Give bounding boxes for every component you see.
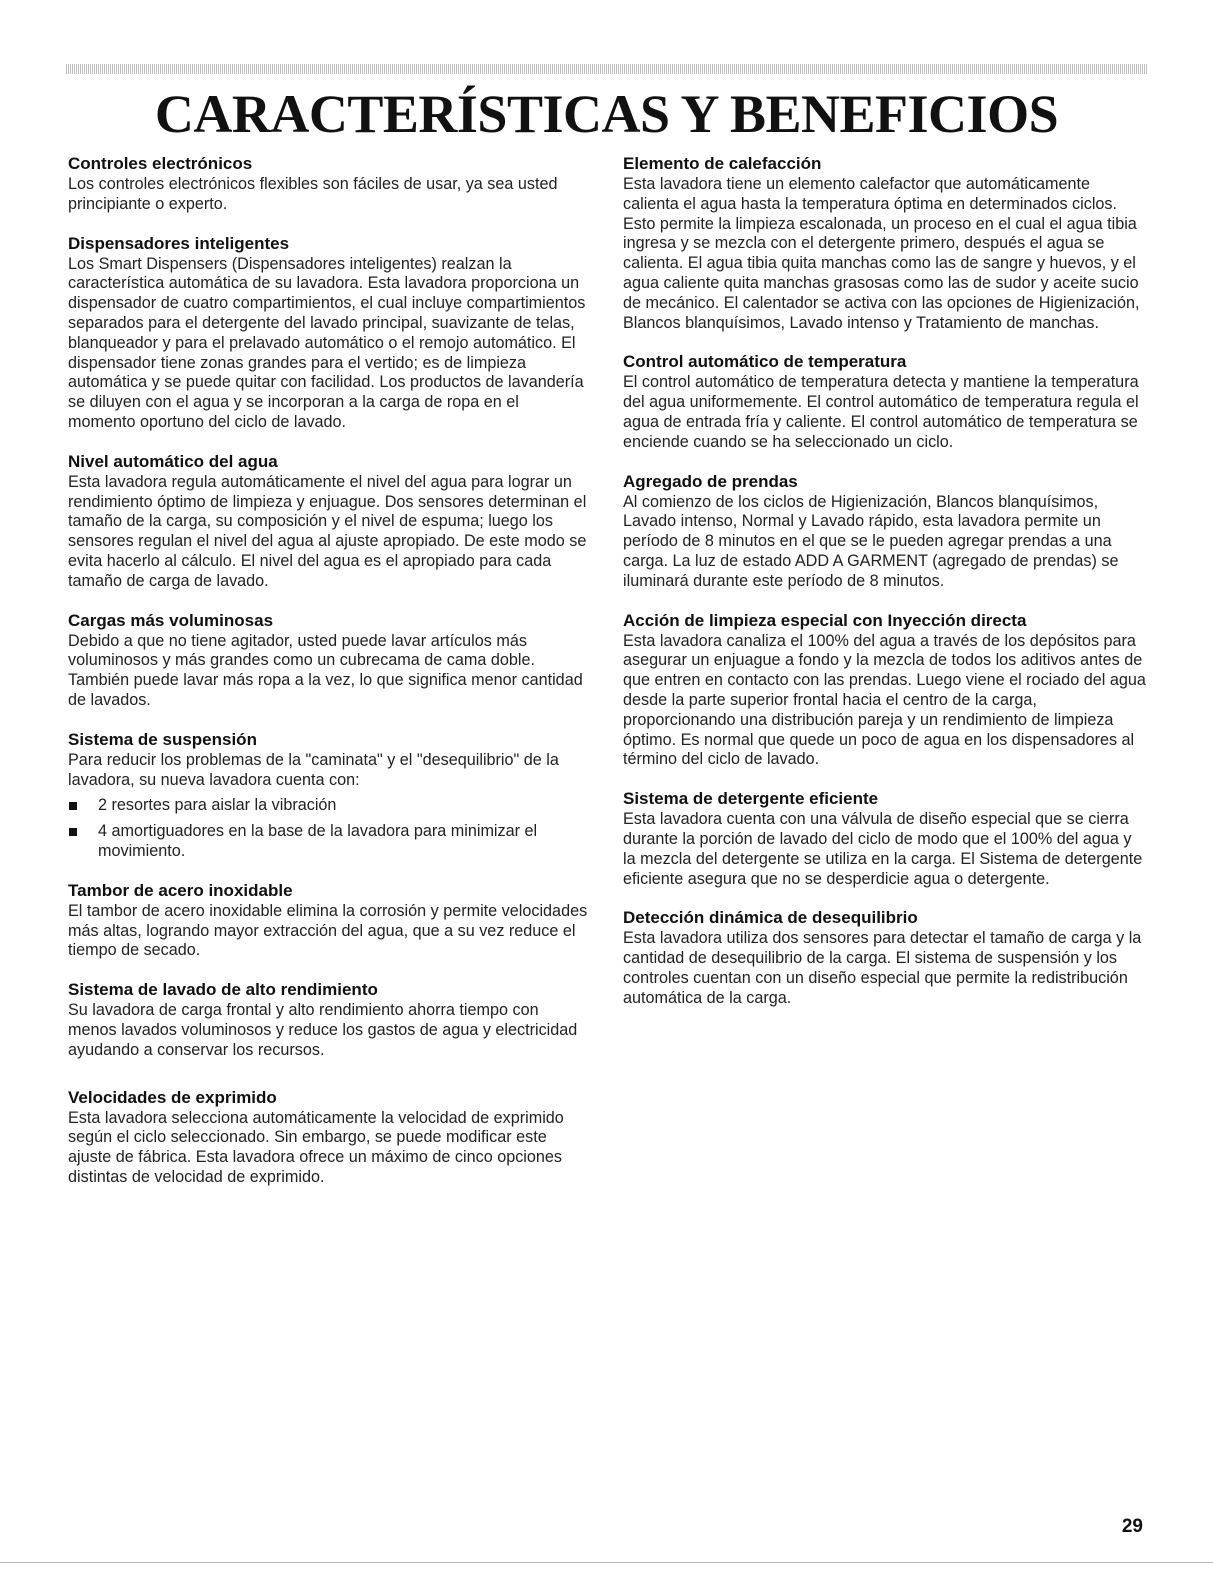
page-number: 29 (1121, 1516, 1143, 1537)
section-body: Para reducir los problemas de la "caminata" y el "desequilibrio" de la lavadora, su nueva lavadora cuenta con: (68, 750, 559, 789)
section-body: Esta lavadora regula automáticamente el nivel del agua para lograr un rendimiento óptimo de limpieza y enjuague. Dos sensores determinan el tamaño de la carga, su composición y el nivel de espuma; luego los sensores regulan el nivel del agua al ajuste apropiado. De este modo se evita hacerlo al cálculo. El nivel del agua es el apropiado para cada tamaño de carga de lavado. (68, 472, 587, 590)
section-body: Esta lavadora tiene un elemento calefactor que automáticamente calienta el agua hasta la temperatura óptima en determinados ciclos. Esto permite la limpieza escalonada, un proceso en el cual el agua tibia ingresa y se mezcla con el detergente primero, después el agua se calienta. El agua tibia quita manchas como las de sangre y huevos, y el agua caliente quita manchas grasosas como las de sudor y aceite sucio de mecánico. El calentador se activa con las opciones de Higienización, Blancos blanquísimos, Lavado intenso y Tratamiento de manchas. (623, 175, 1140, 332)
section-body: El control automático de temperatura detecta y mantiene la temperatura del agua uniformemente. El control automático de temperatura regula el agua de entrada fría y caliente. El control automático de temperatura se enciende cuando se ha seleccionado un ciclo. (623, 373, 1139, 451)
section-heading: Sistema de suspensión (68, 729, 257, 749)
left-column (68, 153, 588, 1188)
section-deteccion-dinamica-de-desequilibrio (623, 907, 1148, 1008)
section-heading: Detección dinámica de desequilibrio (623, 908, 918, 928)
section-dispensadores-inteligentes (68, 233, 588, 433)
section-velocidades-de-exprimido (68, 1087, 588, 1188)
section-body: Los controles electrónicos flexibles son fáciles de usar, ya sea usted principiante o experto. (68, 175, 558, 213)
section-nivel-automatico-del-agua (68, 451, 588, 592)
section-cargas-mas-voluminosas (68, 610, 588, 711)
section-heading: Dispensadores inteligentes (68, 233, 290, 253)
section-body: Esta lavadora canaliza el 100% del agua a través de los depósitos para asegurar un enjuague a fondo y la mezcla de todos los aditivos antes de que entren en contacto con las prendas. Luego viene el rociado del agua desde la parte superior frontal hacia el centro de la carga, proporcionando una distribución pareja y un rendimiento de limpieza óptimo. Es normal que quede un poco de agua en los dispensadores al término del ciclo de lavado. (623, 631, 1146, 769)
section-body: Los Smart Dispensers (Dispensadores inteligentes) realzan la característica automática de su lavadora. Esta lavadora proporciona un dispensador de cuatro compartimientos, el cual incluye compartimientos separados para el detergente del lavado principal, suavizante de telas, blanqueador y para el prelavado automático o el remojo automático. El dispensador tiene zonas grandes para el vertido; es de limpieza automática y se puede quitar con facilidad. Los productos de lavandería se diluyen con el agua y se incorporan a la carga de ropa en el momento oportuno del ciclo de lavado. (68, 254, 586, 431)
section-control-automatico-de-temperatura (623, 351, 1148, 452)
footer-rule (0, 1562, 1213, 1563)
section-heading: Agregado de prendas (623, 471, 798, 491)
page-title: CARACTERÍSTICAS Y BENEFICIOS (154, 84, 1059, 144)
section-body: Debido a que no tiene agitador, usted puede lavar artículos más voluminosos y más grandes como un cubrecama de cama doble. También puede lavar más ropa a la vez, lo que significa menor cantidad de lavados. (68, 631, 583, 709)
section-heading: Tambor de acero inoxidable (68, 880, 293, 900)
bullet-text: 2 resortes para aislar la vibración (98, 796, 337, 815)
section-sistema-de-detergente-eficiente (623, 788, 1148, 889)
section-sistema-de-suspension (68, 729, 588, 862)
square-bullet-icon (69, 828, 77, 836)
section-heading: Elemento de calefacción (623, 154, 822, 173)
section-heading: Control automático de temperatura (623, 352, 907, 372)
section-body: Esta lavadora selecciona automáticamente la velocidad de exprimido según el ciclo seleccionado. Sin embargo, se puede modificar este ajuste de fábrica. Esta lavadora ofrece un máximo de cinco opciones distintas de velocidad de exprimido. (68, 1108, 564, 1186)
section-accion-de-limpieza-especial (623, 610, 1148, 771)
section-tambor-de-acero-inoxidable (68, 880, 588, 961)
section-agregado-de-prendas (623, 471, 1148, 592)
section-controles-electronicos (68, 153, 588, 215)
section-body: Su lavadora de carga frontal y alto rendimiento ahorra tiempo con menos lavados voluminosos y reduce los gastos de agua y electricidad ayudando a conservar los recursos. (68, 1001, 578, 1059)
section-heading: Sistema de lavado de alto rendimiento (68, 980, 378, 1000)
section-heading: Sistema de detergente eficiente (623, 789, 879, 809)
bullet-text: 4 amortiguadores en la base de la lavadora para minimizar el movimiento. (98, 822, 538, 860)
section-body: El tambor de acero inoxidable elimina la corrosión y permite velocidades más altas, logrando mayor extracción del agua, que a su vez reduce el tiempo de secado. (68, 901, 588, 960)
section-heading: Cargas más voluminosas (68, 610, 274, 630)
bullet-item (68, 796, 588, 816)
section-body: Esta lavadora utiliza dos sensores para detectar el tamaño de carga y la cantidad de desequilibrio de la carga. El sistema de suspensión y los controles cuentan con un diseño especial que permite la redistribución automática de la carga. (623, 929, 1142, 1007)
section-heading: Acción de limpieza especial con Inyección directa (623, 610, 1027, 630)
section-sistema-de-lavado-de-alto-rendimiento (68, 979, 588, 1060)
bullet-item (68, 822, 588, 862)
square-bullet-icon (69, 802, 77, 810)
section-heading: Velocidades de exprimido (68, 1087, 277, 1107)
section-body: Al comienzo de los ciclos de Higienización, Blancos blanquísimos, Lavado intenso, Normal y Lavado rápido, esta lavadora permite un período de 8 minutos en el que se le pueden agregar prendas a una carga. La luz de estado ADD A GARMENT (agregado de prendas) se iluminará durante este período de 8 minutos. (623, 492, 1119, 590)
header-rule (66, 64, 1148, 74)
section-body: Esta lavadora cuenta con una válvula de diseño especial que se cierra durante la porción de lavado del ciclo de modo que el 100% del agua y la mezcla del detergente se utiliza en la carga. El Sistema de detergente eficiente asegura que no se desperdicie agua o detergente. (623, 810, 1143, 888)
right-column (623, 153, 1148, 1009)
section-heading: Nivel automático del agua (68, 451, 278, 471)
section-elemento-de-calefaccion (623, 153, 1148, 333)
section-heading: Controles electrónicos (68, 154, 253, 173)
bullet-list (68, 796, 588, 861)
